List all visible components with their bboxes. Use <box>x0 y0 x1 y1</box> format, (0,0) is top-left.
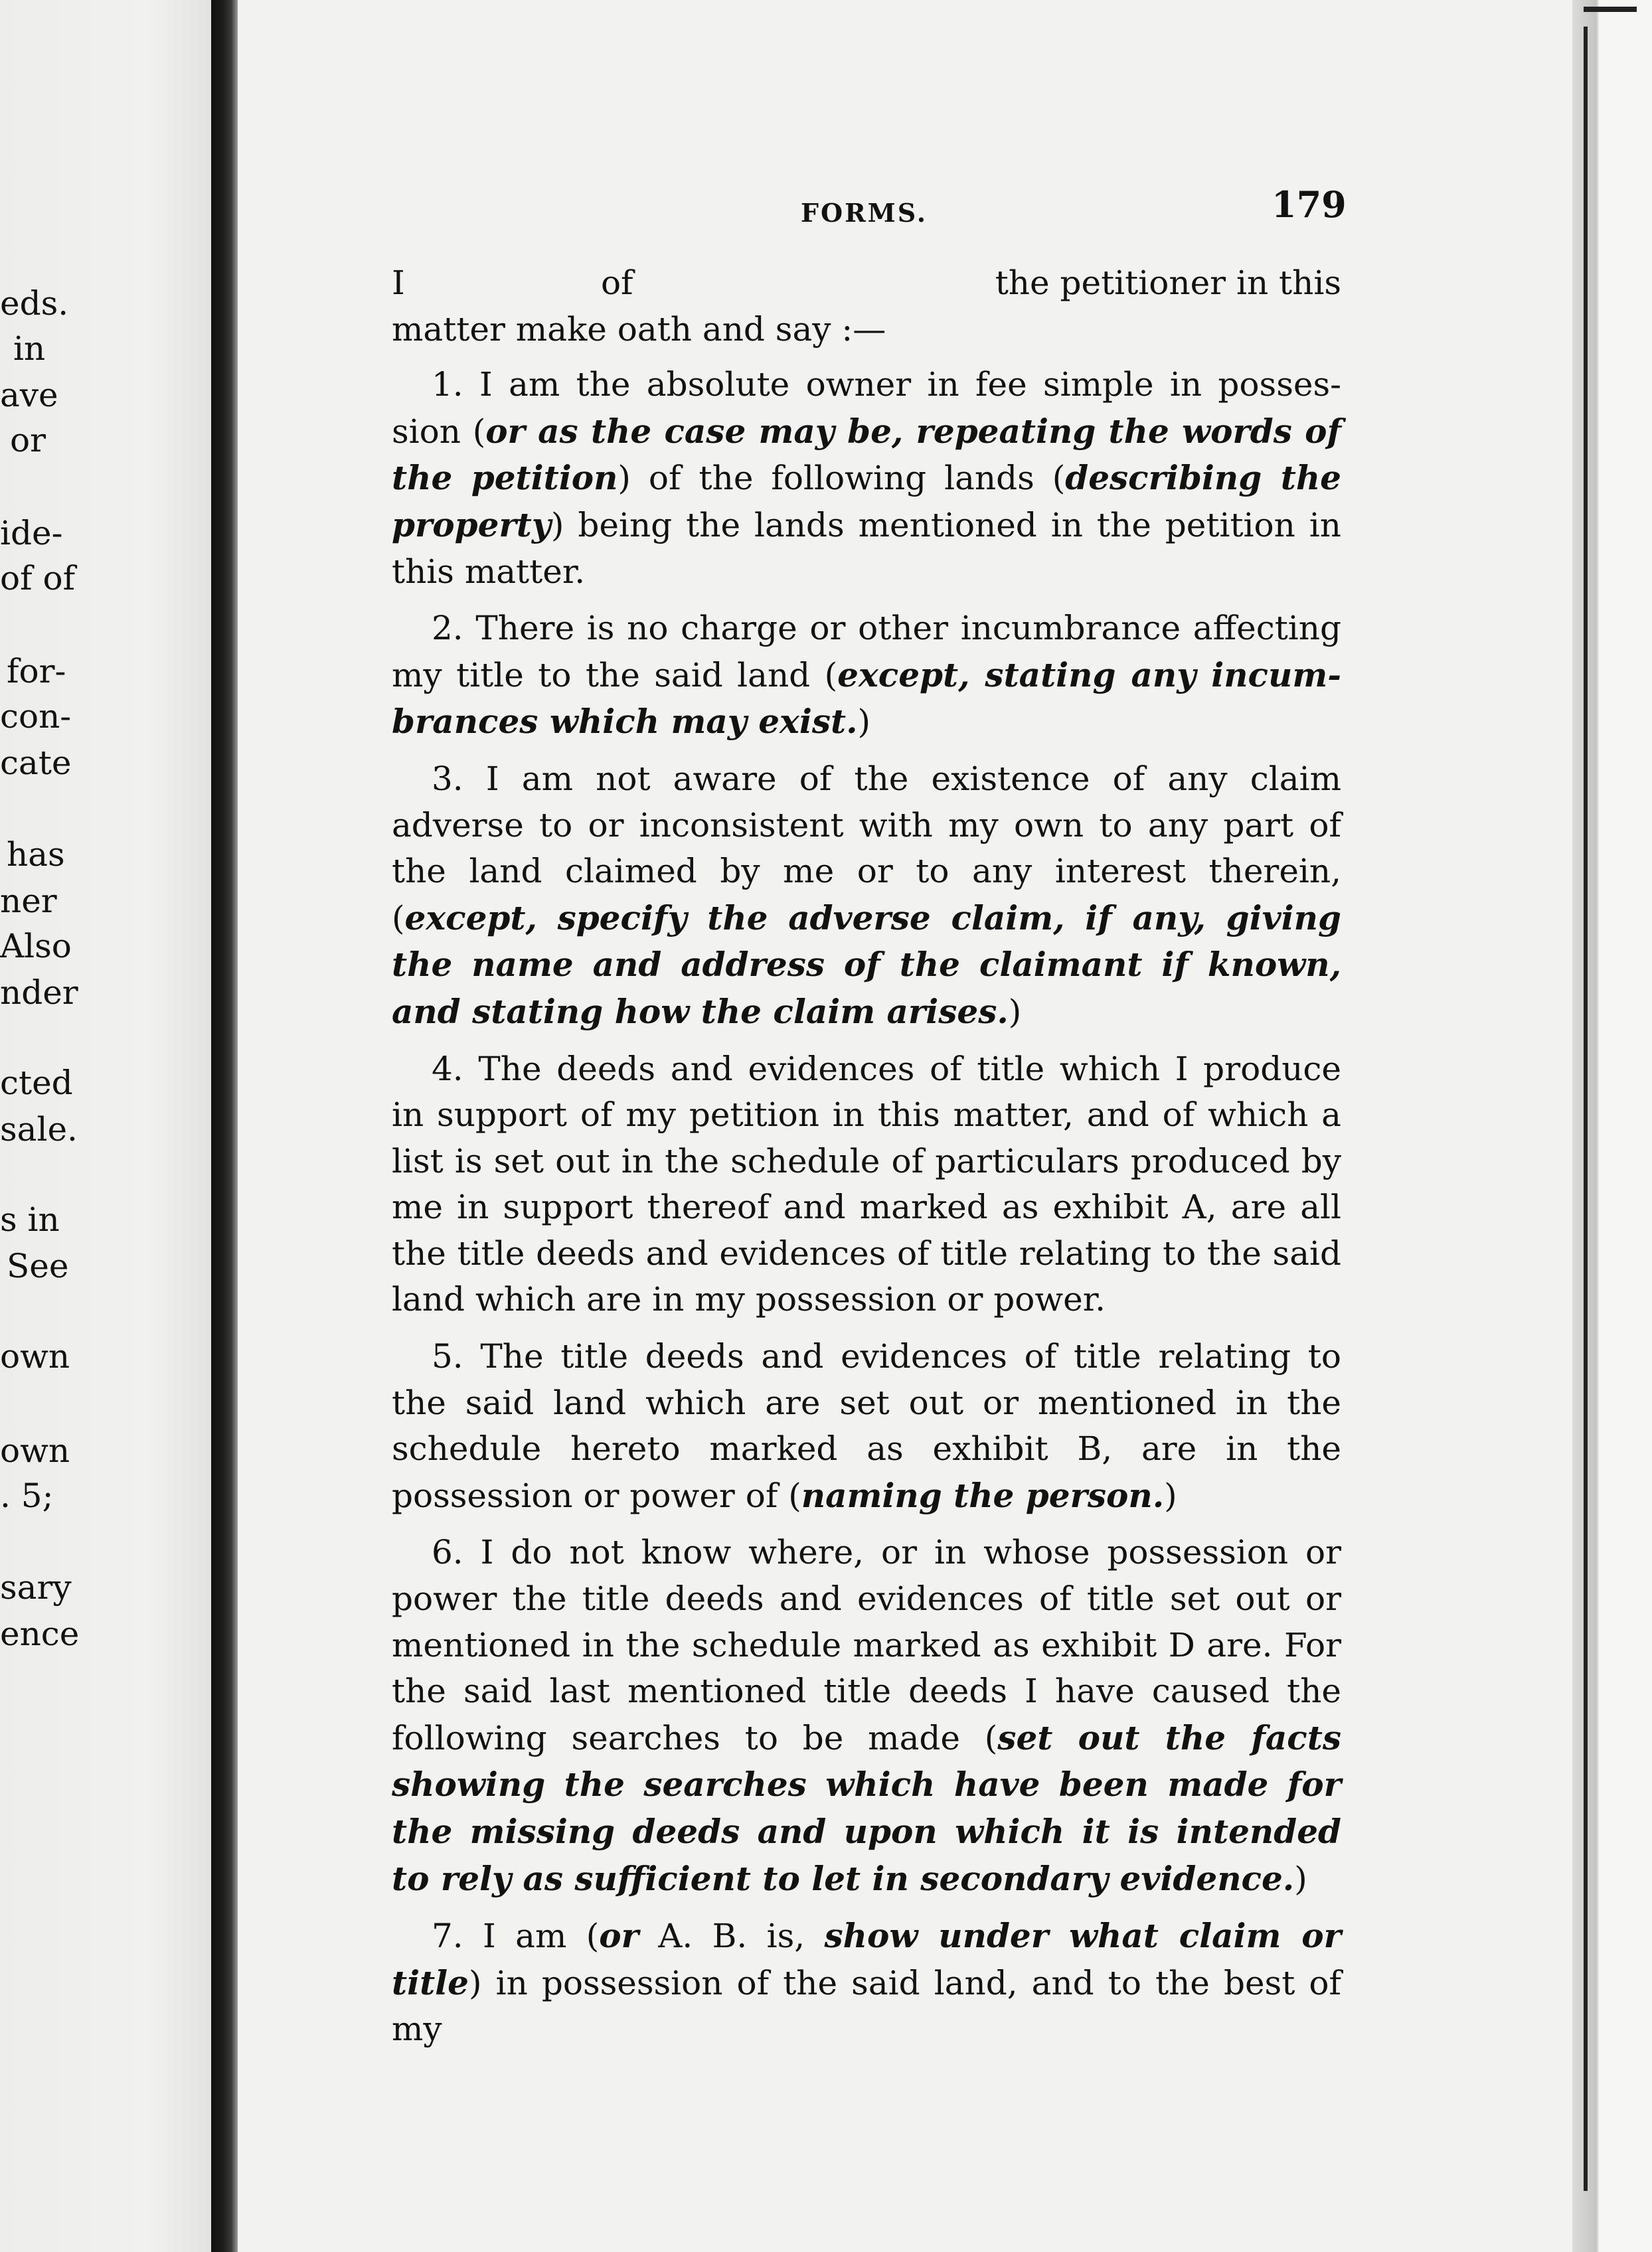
fragment: eds. <box>0 284 69 323</box>
paragraph-text: ) <box>1294 1859 1307 1898</box>
fragment: has <box>7 835 65 874</box>
fragment: or <box>10 421 46 459</box>
fragment: Also <box>0 927 72 965</box>
paragraph-text: 2. There is no charge or other incumbrance affecting my title to the said land ( <box>392 609 1341 694</box>
paragraph-italic: show under what claim or title <box>392 1916 1341 2002</box>
oath-pronoun: I <box>392 264 405 302</box>
fragment: sale. <box>0 1110 78 1149</box>
paragraph-text: ) in possession of the said land, and to the best of my <box>392 1963 1341 2049</box>
fragment: own <box>0 1337 70 1376</box>
paragraph-7 <box>392 1913 1341 2053</box>
oath-line <box>392 260 1341 307</box>
paragraph-italic: set out the facts showing the searches which have been made for the missing deeds and upon which it is intended to rely as sufficient to let in secondary evidence. <box>392 1718 1341 1898</box>
page-edge-corner <box>1584 7 1637 12</box>
paragraph-1 <box>392 362 1341 595</box>
fragment: in <box>13 329 46 368</box>
paragraph-text: ) being the lands mentioned in the petition in this matter. <box>392 505 1341 591</box>
paragraph-text: 1. I am the absolute owner in fee simple in posses-sion ( <box>392 365 1341 451</box>
paragraph-5 <box>392 1334 1341 1519</box>
paragraph-text: 6. I do not know where, or in whose possession or power the title deeds and evidences of title set out or mentioned in the schedule marked as exhibit D are. For the said last mentioned title deeds I have caused the following searches to be made ( <box>392 1533 1341 1757</box>
paragraph-text: ) <box>857 702 871 742</box>
fragment: s in <box>0 1200 60 1239</box>
fragment: of of <box>0 559 76 598</box>
fragment: nder <box>0 973 78 1012</box>
fragment: cate <box>0 744 72 782</box>
fragment: ave <box>0 376 58 414</box>
paragraph-text: 5. The title deeds and evidences of title relating to the said land which are set out or mentioned in the schedule hereto marked as exhibit B, are in the possession or power of ( <box>392 1337 1341 1515</box>
body-text <box>392 260 1341 2063</box>
paragraph-text: 3. I am not aware of the existence of any claim adverse to or inconsistent with my own to any part of the land claimed by me or to any interest therein, ( <box>392 759 1341 937</box>
oath-declaration: matter make oath and say :— <box>392 309 886 349</box>
paragraph-italic: naming the person. <box>801 1475 1165 1515</box>
fragment: ner <box>0 882 57 920</box>
fragment: . 5; <box>0 1477 54 1515</box>
oath-petitioner: the petitioner in this <box>995 264 1341 302</box>
paragraph-text: 4. The deeds and evidences of title which I produce in support of my petition in this matter, and of which a list is set out in the schedule of particulars produced by me in support thereof and marked as exhibit A, are all the title deeds and evidences of title relating to the said land which are in my possession or power. <box>392 1049 1341 1319</box>
paragraph-text: 7. I am ( <box>432 1917 600 1956</box>
fragment: for- <box>7 652 66 690</box>
paragraph-italic: or as the case may be, repeating the words of the petition <box>392 411 1341 498</box>
fragment: con- <box>0 697 72 736</box>
fragment: cted <box>0 1064 73 1102</box>
book-gutter <box>211 0 238 2252</box>
fragment: ence <box>0 1615 80 1653</box>
paragraph-6 <box>392 1530 1341 1902</box>
paragraph-italic: except, specify the adverse claim, if any, giving the name and address of the claimant if known, and stating how the claim arises. <box>392 898 1341 1031</box>
paragraph-4 <box>392 1046 1341 1324</box>
paragraph-text: ) <box>1164 1476 1177 1515</box>
oath-of: of <box>600 264 633 302</box>
paragraph-text: ) <box>1008 992 1022 1031</box>
fragment: own <box>0 1431 70 1470</box>
paragraph-italic: describing the property <box>392 458 1341 544</box>
paragraph-italic: or <box>599 1916 639 1956</box>
fragment: ide- <box>0 514 63 552</box>
paragraph-text: ) of the following lands ( <box>618 459 1066 498</box>
fragment: sary <box>0 1568 72 1607</box>
page-number: 179 <box>1272 183 1347 226</box>
paragraph-2 <box>392 605 1341 746</box>
fragment: See <box>7 1247 69 1285</box>
paragraph-3 <box>392 756 1341 1036</box>
page-edge-line <box>1584 27 1588 2191</box>
paragraph-text: A. B. is, <box>638 1917 825 1956</box>
running-title: FORMS. <box>801 198 928 228</box>
paragraph-italic: except, stating any incum-brances which may exist. <box>392 655 1341 742</box>
